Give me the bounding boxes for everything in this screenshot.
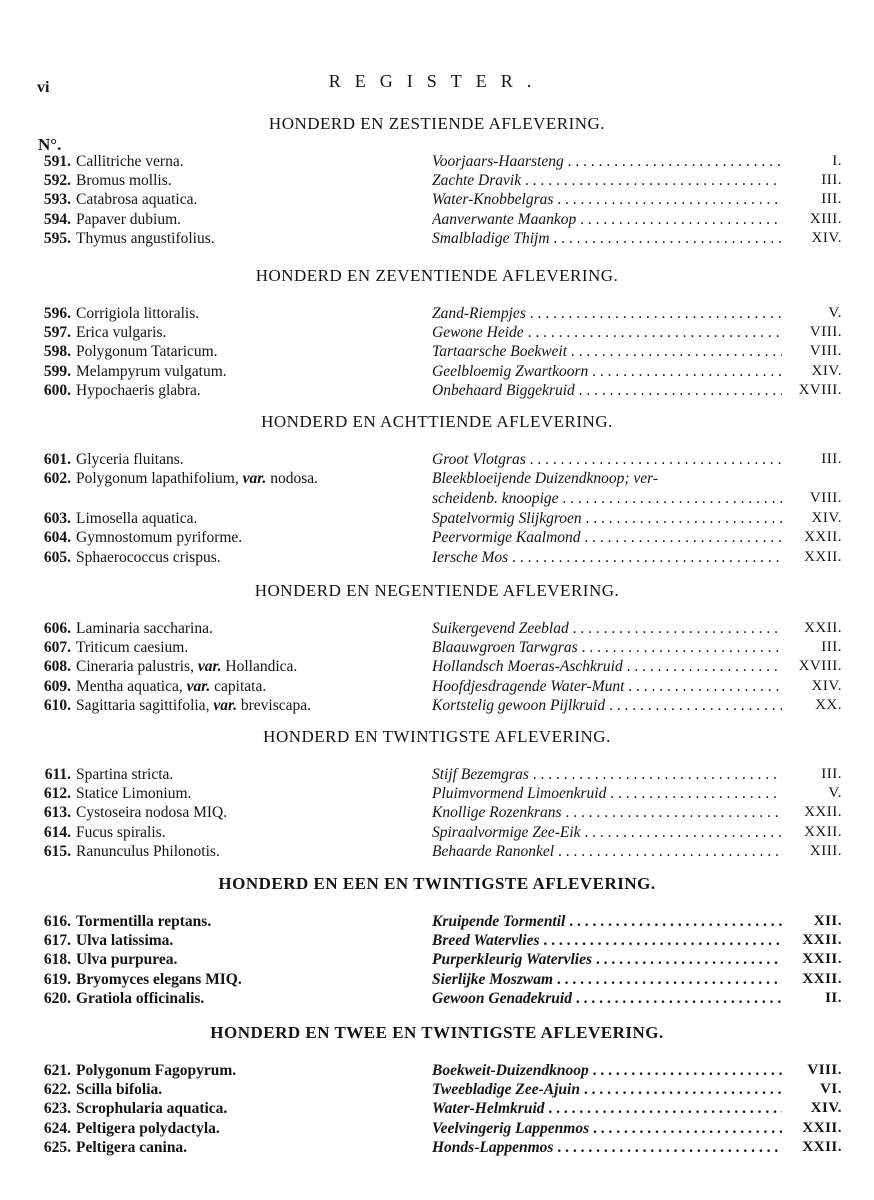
latin-name [76,989,204,1008]
plate-number: XVIII. [798,381,842,398]
latin-name-text: Ulva purpurea. [76,951,178,969]
latin-name [76,509,197,528]
latin-name [76,323,166,342]
register-entry [0,171,874,190]
latin-name-text: Callitriche verna. [76,153,184,170]
dutch-name: Tartaarsche Boekweit . . . [432,342,782,361]
dutch-name: Onbehaard Biggekruid . . . [432,381,782,400]
dutch-name: Pluimvormend Limoenkruid . . . [432,784,782,803]
register-entry [0,528,874,547]
register-entry [0,152,874,171]
plate-number: VIII. [809,324,842,341]
register-entry [0,989,874,1008]
latin-name [76,342,218,361]
entry-number: 612. [43,785,71,803]
latin-name [76,1099,227,1118]
register-entry [0,970,874,989]
dutch-name: Hoofdjesdragende Water-Munt . . . [432,677,782,696]
plate-number: XXII. [804,548,842,565]
dutch-name: Knollige Rozenkrans . . . [432,803,782,822]
entry-number: 616. [43,913,71,930]
dutch-name: Smalbladige Thijm . . . [432,229,782,248]
plate-number: VIII. [809,343,842,360]
section-heading: HONDERD EN ZEVENTIENDE AFLEVERING. [255,266,619,285]
latin-name [76,210,181,229]
register-entry [0,931,874,950]
entry-number: 622. [43,1081,71,1099]
register-section [0,110,874,248]
latin-name-text: Cineraria palustris, [76,658,194,676]
dutch-name: Groot Vlotgras . . . [432,450,782,469]
plate-number: II. [825,989,842,1006]
entry-number: 609. [43,677,71,695]
register-entry [0,1061,874,1080]
dutch-name: Water-Helmkruid . . . [432,1099,782,1118]
dutch-name: Gewone Heide . . . [432,323,782,342]
variety-name: breviscapa. [240,696,312,714]
latin-name-text: Erica vulgaris. [76,324,167,342]
dutch-name: Zand-Riempjes . . . [432,304,782,323]
latin-name-text: Spartina stricta. [76,766,174,783]
entry-number: 603. [43,510,71,528]
register-entry [0,362,874,381]
register-entry [0,1099,874,1118]
dutch-name: Kruipende Tormentil . . . [432,912,782,931]
dutch-name: Bleekbloeijende Duizendknoop; ver- [432,470,659,488]
number-column-label: N°. [38,135,62,154]
latin-name-text: Papaver dubium. [76,210,182,228]
plate-number: III. [821,172,842,189]
plate-number: XIII. [809,842,842,859]
dutch-name: Veelvingerig Lappenmos . . . [432,1119,782,1138]
register-entry [0,803,874,822]
register-entry [0,342,874,361]
page-title: REGISTER. [328,71,546,91]
entry-number: 615. [43,842,71,860]
register-entry [0,638,874,657]
register-entry [0,381,874,400]
register-section [0,577,874,715]
entry-number: 613. [43,804,71,822]
latin-name [76,1061,236,1080]
plate-number: XXII. [802,951,842,968]
latin-name-text: Polygonum Tataricum. [76,343,218,361]
latin-name [76,1119,220,1138]
register-entry [0,469,874,489]
plate-number: V. [828,305,842,321]
plate-number: III. [821,766,842,782]
latin-name [76,803,227,822]
plate-number: XXII. [802,932,842,949]
latin-name [76,450,184,469]
dutch-name: Peervormige Kaalmond . . . [432,528,782,547]
entry-number: 601. [43,451,71,468]
latin-name-text: Sagittaria sagittifolia, [76,696,210,714]
latin-name [76,1138,187,1157]
latin-name [76,304,199,323]
entry-number: 620. [43,989,71,1007]
plate-number: I. [832,153,842,169]
plate-number: XIII. [809,210,842,227]
entry-number: 595. [43,229,71,247]
register-entry [0,784,874,803]
entry-number: 605. [43,548,71,566]
entry-number: 600. [43,381,71,399]
register-section [0,262,874,400]
dutch-name: Sierlijke Moszwam . . . [432,970,782,989]
entry-number: 599. [43,362,71,380]
latin-name [76,677,266,696]
section-heading: HONDERD EN TWEE EN TWINTIGSTE AFLEVERING. [210,1023,664,1042]
latin-name-text: Gratiola officinalis. [76,989,205,1007]
latin-name [76,765,173,784]
dutch-name: Purperkleurig Watervlies . . . [432,950,782,969]
plate-number: XIV. [811,362,842,379]
entry-number: 606. [43,620,71,637]
latin-name-text: Cystoseira nodosa MIQ. [76,804,228,822]
register-entry [0,190,874,209]
register-entry [0,950,874,969]
latin-name-text: Bromus mollis. [76,172,172,190]
dutch-name: Kortstelig gewoon Pijlkruid . . . [432,696,782,715]
latin-name-text: Sphaerococcus crispus. [76,548,221,566]
latin-name [76,912,211,931]
dutch-name: Gewoon Genadekruid . . . [432,989,782,1008]
latin-name [76,469,318,488]
plate-number: XX. [815,696,842,713]
latin-name [76,171,172,190]
entry-number: 618. [43,951,71,969]
latin-name [76,970,242,989]
register-section [0,408,874,567]
latin-name-text: Statice Limonium. [76,785,192,803]
dutch-name: Hollandsch Moeras-Aschkruid . . . [432,657,782,676]
entry-number: 596. [43,305,71,322]
plate-number: XVIII. [798,658,842,675]
register-entry [0,823,874,842]
dutch-name: Spiraalvormige Zee-Eik . . . [432,823,782,842]
latin-name [76,528,242,547]
entry-number: 594. [43,210,71,228]
entry-number: 614. [43,823,71,841]
variety-name: nodosa. [270,470,318,488]
latin-name-text: Glyceria fluitans. [76,451,184,468]
entry-number: 598. [43,343,71,361]
entry-number: 591. [43,153,71,170]
dutch-name: Voorjaars-Haarsteng . . . [432,152,782,171]
latin-name-text: Scrophularia aquatica. [76,1100,228,1118]
dutch-name: Tweebladige Zee-Ajuin . . . [432,1080,782,1099]
entry-number: 621. [43,1062,71,1079]
latin-name-text: Scilla bifolia. [76,1081,163,1099]
plate-number: XXII. [804,823,842,840]
plate-number: XIV. [811,677,842,694]
dutch-name: Stijf Bezemgras . . . [432,765,782,784]
register-entry [0,1138,874,1157]
entry-number: 593. [43,191,71,209]
latin-name-text: Polygonum lapathifolium, [76,470,239,488]
register-section [0,870,874,1008]
register-section [0,1019,874,1157]
dutch-name: Geelbloemig Zwartkoorn . . . [432,362,782,381]
entry-number: 604. [43,529,71,547]
dutch-name: Spatelvormig Slijkgroen . . . [432,509,782,528]
register-entry [0,619,874,638]
latin-name [76,381,201,400]
variety-abbreviation: var. [186,677,211,695]
latin-name [76,548,221,567]
latin-name [76,931,173,950]
register-entry [0,210,874,229]
latin-name [76,229,215,248]
latin-name-text: Peltigera polydactyla. [76,1119,220,1137]
latin-name [76,696,311,715]
dutch-name: Iersche Mos . . . [432,548,782,567]
latin-name-text: Bryomyces elegans MIQ. [76,970,242,988]
register-entry [0,450,874,469]
section-heading: HONDERD EN NEGENTIENDE AFLEVERING. [254,581,620,600]
entry-number: 608. [43,658,71,676]
latin-name-text: Catabrosa aquatica. [76,191,198,209]
plate-number: XIV. [811,510,842,527]
latin-name [76,784,191,803]
dutch-name: Suikergevend Zeeblad . . . [432,619,782,638]
dutch-name: Honds-Lappenmos . . . [432,1138,782,1157]
register-entry [0,657,874,676]
section-heading: HONDERD EN EEN EN TWINTIGSTE AFLEVERING. [218,874,656,893]
latin-name [76,619,213,638]
plate-number: VIII. [807,1062,842,1078]
dutch-name: Breed Watervlies . . . [432,931,782,950]
latin-name-text: Laminaria saccharina. [76,620,213,637]
latin-name-text: Mentha aquatica, [76,677,183,695]
plate-number: VIII. [809,490,842,507]
entry-number: 623. [43,1100,71,1118]
latin-name-text: Tormentilla reptans. [76,913,212,930]
register-entry [0,765,874,784]
latin-name-text: Hypochaeris glabra. [76,381,201,399]
latin-name-text: Thymus angustifolius. [76,229,215,247]
dutch-name: Water-Knobbelgras . . . [432,190,782,209]
latin-name-text: Gymnostomum pyriforme. [76,529,243,547]
entry-number: 619. [43,970,71,988]
latin-name [76,657,297,676]
latin-name-text: Fucus spiralis. [76,823,166,841]
variety-abbreviation: var. [242,470,267,488]
plate-number: XXII. [802,970,842,987]
latin-name-text: Melampyrum vulgatum. [76,362,227,380]
register-entry [0,696,874,715]
register-entry [0,1119,874,1138]
entry-number: 624. [43,1119,71,1137]
dutch-name: Boekweit-Duizendknoop . . . [432,1061,782,1080]
register-entry [0,677,874,696]
latin-name [76,638,188,657]
latin-name [76,152,184,171]
register-entry [0,548,874,567]
dutch-name: Zachte Dravik . . . [432,171,782,190]
section-heading: HONDERD EN ACHTTIENDE AFLEVERING. [261,412,613,431]
entry-number: 607. [43,639,71,657]
latin-name-text: Peltigera canina. [76,1138,188,1156]
latin-name-text: Ranunculus Philonotis. [76,842,220,860]
register-entry [0,323,874,342]
latin-name [76,842,220,861]
entry-number: 625. [43,1138,71,1156]
entry-number: 617. [43,932,71,950]
dutch-name: Aanverwante Maankop . . . [432,210,782,229]
plate-number: V. [828,785,842,802]
plate-number: XXII. [804,529,842,546]
entry-number: 611. [44,766,71,783]
latin-name-text: Corrigiola littoralis. [76,305,200,322]
plate-number: XIV. [811,229,842,246]
plate-number: III. [821,639,842,656]
latin-name-text: Ulva latissima. [76,932,174,950]
section-heading: HONDERD EN ZESTIENDE AFLEVERING. [268,114,606,133]
entry-number: 610. [43,696,71,714]
dutch-name: Behaarde Ranonkel . . . [432,842,782,861]
latin-name [76,823,166,842]
entry-number: 602. [43,470,71,488]
register-entry [0,1080,874,1099]
entry-number: 592. [43,172,71,190]
plate-number: XXII. [802,1119,842,1136]
plate-number: XII. [813,913,842,929]
register-entry [0,304,874,323]
register-entry [0,229,874,248]
register-entry [0,509,874,528]
variety-abbreviation: var. [197,658,222,676]
variety-abbreviation: var. [213,696,238,714]
plate-number: VI. [820,1081,842,1098]
latin-name-text: Limosella aquatica. [76,510,198,528]
variety-name: Hollandica. [225,658,298,676]
dutch-name: scheidenb. knoopige . . . [432,489,782,508]
latin-name [76,950,177,969]
plate-number: XXII. [804,804,842,821]
latin-name-text: Polygonum Fagopyrum. [76,1062,237,1079]
variety-name: capitata. [214,677,267,695]
plate-number: III. [821,191,842,208]
latin-name [76,362,227,381]
register-entry [0,912,874,931]
register-entry [0,842,874,861]
latin-name [76,1080,162,1099]
page-number: vi [37,79,50,96]
dutch-name: Blaauwgroen Tarwgras . . . [432,638,782,657]
register-entry [0,489,874,509]
latin-name-text: Triticum caesium. [76,639,189,657]
plate-number: XXII. [804,620,842,636]
plate-number: III. [821,451,842,467]
register-section [0,723,874,861]
plate-number: XIV. [810,1100,842,1117]
section-heading: HONDERD EN TWINTIGSTE AFLEVERING. [263,727,611,746]
plate-number: XXII. [802,1138,842,1155]
latin-name [76,190,197,209]
entry-number: 597. [43,324,71,342]
